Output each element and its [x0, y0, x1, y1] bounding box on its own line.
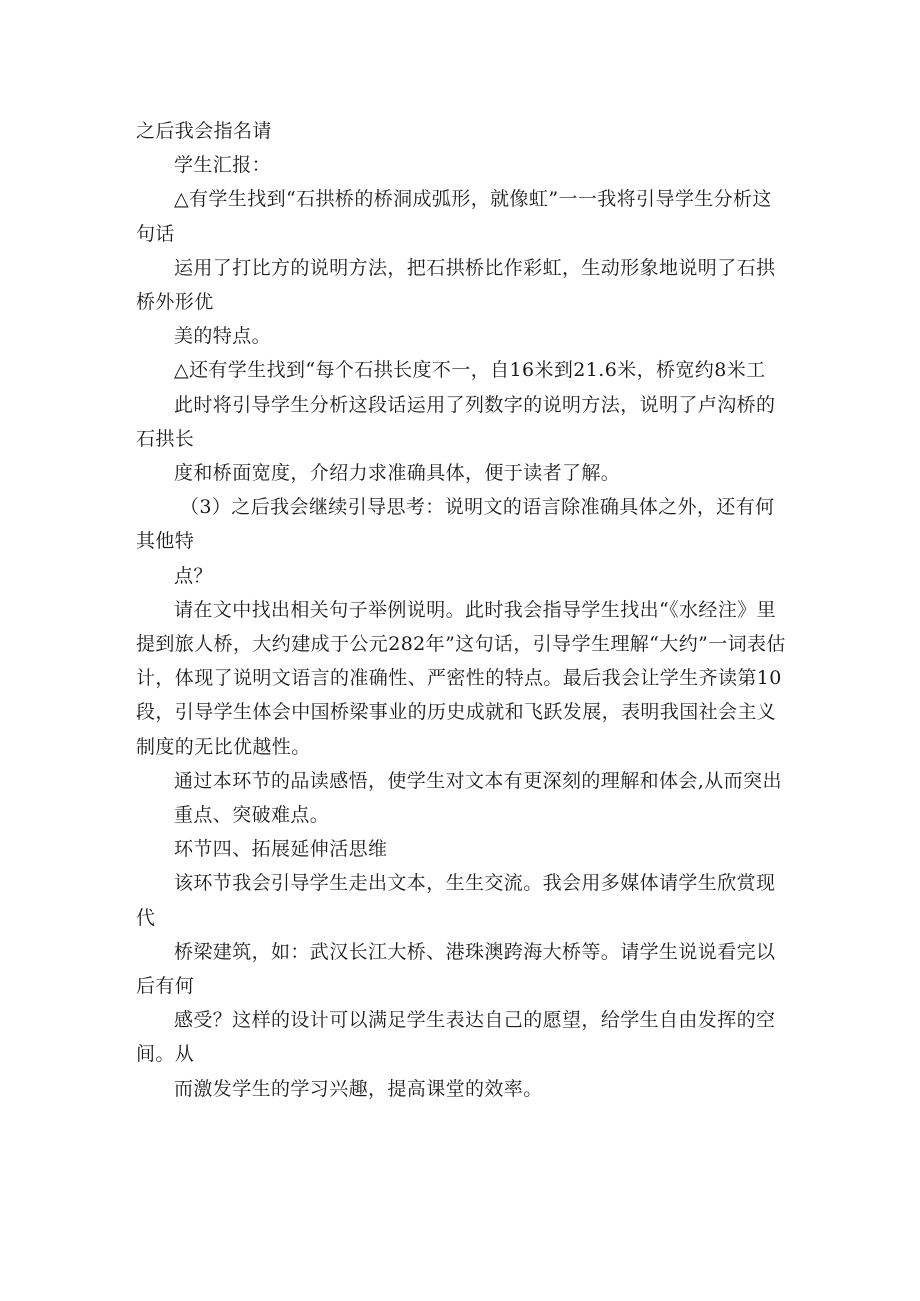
paragraph: 环节四、拓展延伸活思维 [174, 838, 388, 861]
paragraph: 美的特点。 [174, 325, 272, 348]
paragraph: 之后我会指名请 [136, 120, 272, 142]
paragraph: △还有学生找到“每个石拱长度不一，自16米到21.6米，桥宽约8米工 [174, 359, 766, 382]
paragraph: 桥梁建筑，如：武汉长江大桥、港珠澳跨海大桥等。请学生说说看完以后有何 [136, 940, 776, 998]
paragraph: 感受？这样的设计可以满足学生表达自己的愿望，给学生自由发挥的空间。从 [136, 1009, 776, 1066]
paragraph: 重点、突破难点。 [174, 804, 330, 827]
paragraph: （3）之后我会继续引导思考：说明文的语言除准确具体之外，还有何其他特 [136, 496, 775, 553]
paragraph: 该环节我会引导学生走出文本，生生交流。我会用多媒体请学生欣赏现代 [136, 872, 776, 929]
paragraph: 而激发学生的学习兴趣，提高课堂的效率。 [174, 1077, 543, 1100]
paragraph: 通过本环节的品读感悟，使学生对文本有更深刻的理解和体会,从而突出 [174, 769, 782, 792]
paragraph: 学生汇报： [174, 154, 272, 177]
paragraph: 此时将引导学生分析这段话运用了列数字的说明方法，说明了卢沟桥的石拱长 [136, 393, 776, 450]
paragraph: 请在文中找出相关句子举例说明。此时我会指导学生找出“《水经注》里提到旅人桥，大约建成于公元282年”这句话，引导学生理解“大约”一词表估计，体现了说明文语言的准确性、严密性的特点。最后我会让学生齐读第10段，引导学生体会中国桥梁事业的历史成就和飞跃发展，表明我国社会主义制度的无比优越性。 [136, 598, 786, 758]
paragraph: 度和桥面宽度，介绍力求准确具体，便于读者了解。 [174, 462, 621, 485]
document-body [136, 114, 788, 1106]
paragraph: 运用了打比方的说明方法，把石拱桥比作彩虹，生动形象地说明了石拱桥外形优 [136, 256, 776, 314]
paragraph: 点？ [174, 564, 213, 587]
paragraph: △有学生找到“石拱桥的桥洞成弧形，就像虹”一一我将引导学生分析这句话 [136, 188, 772, 245]
